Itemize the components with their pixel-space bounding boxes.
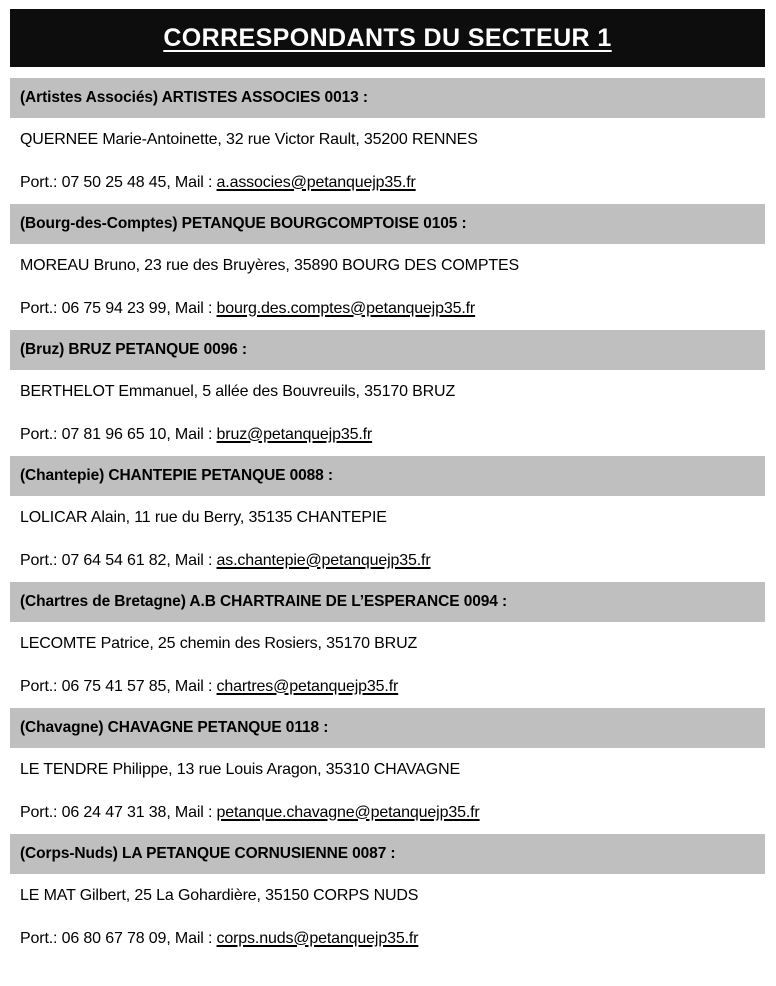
phone-label: Port.:: [20, 929, 58, 947]
phone-label: Port.:: [20, 173, 58, 191]
mail-link[interactable]: petanque.chavagne@petanquejp35.fr: [216, 803, 480, 821]
mail-label: Mail :: [174, 173, 213, 191]
phone-value: 06 75 41 57 85: [61, 677, 167, 695]
club-entry: [10, 456, 765, 582]
contact-address-row: [10, 370, 765, 413]
contact-phone-mail-row: [10, 665, 765, 708]
contact-phone-mail-row: [10, 917, 765, 960]
contact-phone-mail-row: [10, 539, 765, 582]
phone-value: 07 81 96 65 10: [61, 425, 167, 443]
club-header-label: (Bruz) BRUZ PETANQUE 0096 :: [20, 341, 247, 358]
club-header-label: (Chantepie) CHANTEPIE PETANQUE 0088 :: [20, 467, 333, 484]
phone-label: Port.:: [20, 677, 58, 695]
mail-link[interactable]: corps.nuds@petanquejp35.fr: [216, 929, 419, 947]
club-entry: [10, 582, 765, 708]
contact-address-text: BERTHELOT Emmanuel, 5 allée des Bouvreuils, 35170 BRUZ: [20, 382, 456, 400]
contact-address-text: LE TENDRE Philippe, 13 rue Louis Aragon, 35310 CHAVAGNE: [20, 760, 460, 778]
mail-link[interactable]: as.chantepie@petanquejp35.fr: [216, 551, 431, 569]
contact-phone-mail-row: [10, 287, 765, 330]
club-entry: [10, 708, 765, 834]
phone-label: Port.:: [20, 299, 58, 317]
contact-phone-mail-text: Port.: 07 81 96 65 10, Mail : bruz@petanquejp35.fr: [20, 425, 373, 443]
contact-phone-mail-text: Port.: 07 50 25 48 45, Mail : a.associes@petanquejp35.fr: [20, 173, 416, 191]
club-header-label: (Corps-Nuds) LA PETANQUE CORNUSIENNE 0087 :: [20, 845, 396, 862]
contact-address-text: LE MAT Gilbert, 25 La Gohardière, 35150 CORPS NUDS: [20, 886, 419, 904]
mail-link[interactable]: chartres@petanquejp35.fr: [216, 677, 399, 695]
club-header-row: [10, 456, 765, 496]
contact-phone-mail-row: [10, 413, 765, 456]
contact-phone-mail-text: Port.: 06 75 41 57 85, Mail : chartres@petanquejp35.fr: [20, 677, 399, 695]
page-title: CORRESPONDANTS DU SECTEUR 1: [163, 23, 612, 52]
contact-address-row: [10, 748, 765, 791]
club-header-row: [10, 582, 765, 622]
mail-label: Mail :: [174, 803, 213, 821]
phone-label: Port.:: [20, 425, 58, 443]
contact-address-text: LECOMTE Patrice, 25 chemin des Rosiers, 35170 BRUZ: [20, 634, 418, 652]
club-entry: [10, 78, 765, 204]
club-header-label: (Artistes Associés) ARTISTES ASSOCIES 0013 :: [20, 89, 368, 106]
contact-address-row: [10, 496, 765, 539]
club-header-label: (Chavagne) CHAVAGNE PETANQUE 0118 :: [20, 719, 329, 736]
phone-value: 07 50 25 48 45: [61, 173, 167, 191]
contact-address-row: [10, 622, 765, 665]
mail-link[interactable]: bourg.des.comptes@petanquejp35.fr: [216, 299, 476, 317]
phone-label: Port.:: [20, 803, 58, 821]
mail-label: Mail :: [174, 299, 213, 317]
contact-address-text: MOREAU Bruno, 23 rue des Bruyères, 35890 BOURG DES COMPTES: [20, 256, 520, 274]
club-header-label: (Chartres de Bretagne) A.B CHARTRAINE DE L’ESPERANCE 0094 :: [20, 593, 508, 610]
club-header-row: [10, 834, 765, 874]
club-entry: [10, 330, 765, 456]
contact-address-row: [10, 874, 765, 917]
club-header-row: [10, 78, 765, 118]
phone-value: 06 75 94 23 99: [61, 299, 167, 317]
contact-phone-mail-text: Port.: 07 64 54 61 82, Mail : as.chantepie@petanquejp35.fr: [20, 551, 431, 569]
contact-phone-mail-text: Port.: 06 24 47 31 38, Mail : petanque.chavagne@petanquejp35.fr: [20, 803, 480, 821]
contact-address-row: [10, 118, 765, 161]
phone-value: 06 24 47 31 38: [61, 803, 167, 821]
correspondent-list: [10, 78, 765, 960]
club-entry: [10, 204, 765, 330]
contact-phone-mail-text: Port.: 06 80 67 78 09, Mail : corps.nuds@petanquejp35.fr: [20, 929, 419, 947]
mail-label: Mail :: [174, 677, 213, 695]
club-entry: [10, 834, 765, 960]
club-header-row: [10, 330, 765, 370]
club-header-row: [10, 204, 765, 244]
phone-value: 06 80 67 78 09: [61, 929, 167, 947]
contact-address-text: QUERNEE Marie-Antoinette, 32 rue Victor Rault, 35200 RENNES: [20, 130, 478, 148]
club-header-label: (Bourg-des-Comptes) PETANQUE BOURGCOMPTOISE 0105 :: [20, 215, 467, 232]
document-title-banner: [10, 9, 765, 67]
club-header-row: [10, 708, 765, 748]
mail-label: Mail :: [174, 425, 213, 443]
contact-address-text: LOLICAR Alain, 11 rue du Berry, 35135 CHANTEPIE: [20, 508, 387, 526]
mail-label: Mail :: [174, 551, 213, 569]
mail-link[interactable]: a.associes@petanquejp35.fr: [216, 173, 416, 191]
mail-link[interactable]: bruz@petanquejp35.fr: [216, 425, 373, 443]
phone-value: 07 64 54 61 82: [61, 551, 167, 569]
contact-address-row: [10, 244, 765, 287]
contact-phone-mail-row: [10, 791, 765, 834]
contact-phone-mail-text: Port.: 06 75 94 23 99, Mail : bourg.des.comptes@petanquejp35.fr: [20, 299, 476, 317]
contact-phone-mail-row: [10, 161, 765, 204]
mail-label: Mail :: [174, 929, 213, 947]
phone-label: Port.:: [20, 551, 58, 569]
